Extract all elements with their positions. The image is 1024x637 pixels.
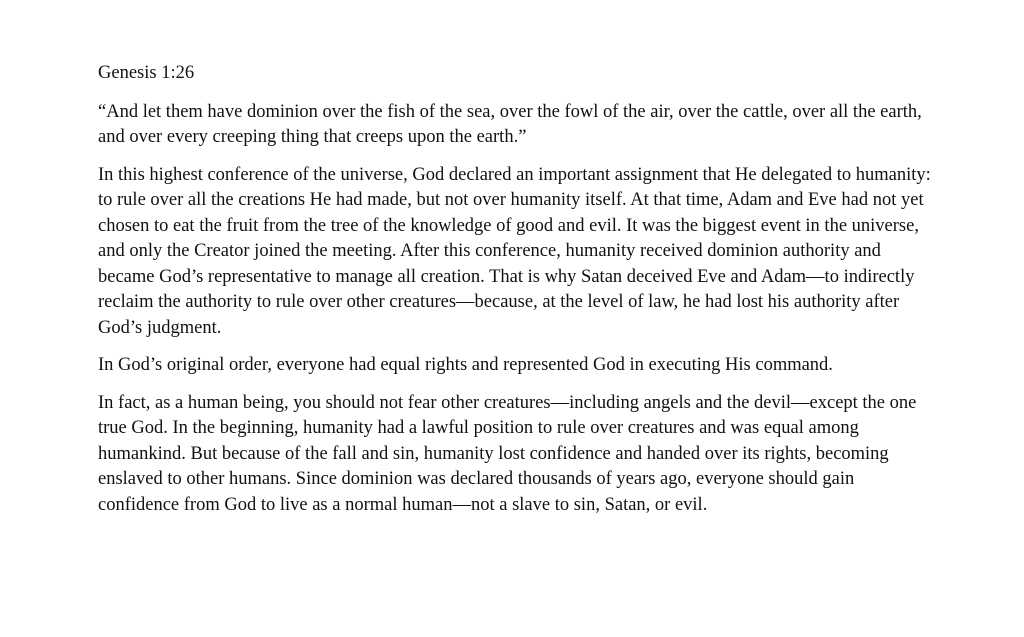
scripture-quote: “And let them have dominion over the fish of the sea, over the fowl of the air, over the cattle, over all the earth, and over every creeping thing that creeps upon the earth.” [98, 101, 922, 147]
scripture-reference: Genesis 1:26 [98, 63, 195, 83]
paragraph-conference: In this highest conference of the universe, God declared an important assignment that He delegated to humanity: to rule over all the creations He had made, but not over humanity itself. At that time, Adam and Eve had not yet chosen to eat the fruit from the tree of the knowledge of good and evil. It was the biggest event in the universe, and only the Creator joined the meeting. After this conference, humanity received dominion authority and became God’s representative to manage all creation. That is why Satan deceived Eve and Adam—to indirectly reclaim the authority to rule over other creatures—because, at the level of law, he had lost his authority after God’s judgment. [98, 164, 931, 338]
document-body [98, 61, 938, 530]
paragraph-original-order: In God’s original order, everyone had equal rights and represented God in executing His command. [98, 355, 833, 375]
paragraph-confidence: In fact, as a human being, you should not fear other creatures—including angels and the devil—except the one true God. In the beginning, humanity had a lawful position to rule over creatures and was equal among humankind. But because of the fall and sin, humanity lost confidence and handed over its rights, becoming enslaved to other humans. Since dominion was declared thousands of years ago, everyone should gain confidence from God to live as a normal human—not a slave to sin, Satan, or evil. [98, 392, 917, 515]
